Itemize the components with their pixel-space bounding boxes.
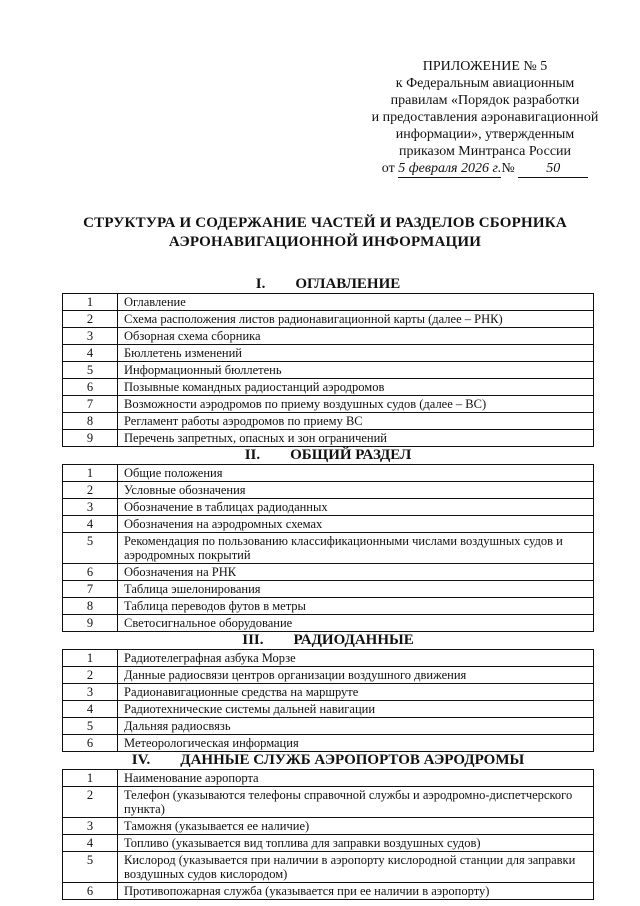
section-heading	[62, 276, 594, 293]
table-row	[63, 564, 594, 581]
row-number: 6	[63, 564, 118, 581]
table-row	[63, 465, 594, 482]
table-row	[63, 615, 594, 632]
section-table	[62, 769, 594, 900]
row-number: 7	[63, 396, 118, 413]
row-text: Рекомендация по пользованию классификационными числами воздушных судов и аэродромных покрытий	[118, 533, 594, 564]
row-text: Обозначения на аэродромных схемах	[118, 516, 594, 533]
table-row	[63, 650, 594, 667]
table-row	[63, 735, 594, 752]
row-text: Радионавигационные средства на маршруте	[118, 684, 594, 701]
row-text: Кислород (указывается при наличии в аэропорту кислородной станции для заправки воздушных судов кислородом)	[118, 852, 594, 883]
section-title: ДАННЫЕ СЛУЖБ АЭРОПОРТОВ АЭРОДРОМЫ	[180, 752, 525, 768]
row-text: Позывные командных радиостанций аэродромов	[118, 379, 594, 396]
row-text: Оглавление	[118, 294, 594, 311]
row-text: Дальняя радиосвязь	[118, 718, 594, 735]
table-row	[63, 718, 594, 735]
row-text: Светосигнальное оборудование	[118, 615, 594, 632]
row-number: 5	[63, 718, 118, 735]
section-numeral: III.	[242, 632, 264, 648]
row-text: Обозначения на РНК	[118, 564, 594, 581]
row-text: Данные радиосвязи центров организации воздушного движения	[118, 667, 594, 684]
row-text: Противопожарная служба (указывается при ее наличии в аэропорту)	[118, 883, 594, 900]
row-number: 4	[63, 516, 118, 533]
section-heading	[62, 632, 594, 649]
table-row	[63, 684, 594, 701]
table-row	[63, 581, 594, 598]
annex-line: и предоставления аэронавигационной	[371, 110, 599, 125]
row-text: Топливо (указывается вид топлива для заправки воздушных судов)	[118, 835, 594, 852]
row-number: 6	[63, 379, 118, 396]
section-table	[62, 293, 594, 447]
row-text: Бюллетень изменений	[118, 345, 594, 362]
table-row	[63, 328, 594, 345]
row-number: 2	[63, 311, 118, 328]
handwritten-date: 5 февраля 2026 г.	[398, 161, 502, 176]
table-row	[63, 787, 594, 818]
sections-container	[62, 276, 594, 900]
table-row	[63, 430, 594, 447]
row-number: 2	[63, 667, 118, 684]
row-text: Наименование аэропорта	[118, 770, 594, 787]
table-row	[63, 598, 594, 615]
row-number: 1	[63, 294, 118, 311]
row-text: Схема расположения листов радионавигационной карты (далее – РНК)	[118, 311, 594, 328]
table-row	[63, 413, 594, 430]
section-title: РАДИОДАННЫЕ	[293, 632, 414, 648]
row-number: 4	[63, 701, 118, 718]
row-number: 2	[63, 482, 118, 499]
row-number: 8	[63, 413, 118, 430]
date-prefix: от	[381, 161, 395, 176]
table-row	[63, 362, 594, 379]
handwritten-number: 50	[518, 160, 588, 178]
document-title-line-2: АЭРОНАВИГАЦИОННОЙ ИНФОРМАЦИИ	[168, 234, 482, 250]
row-text: Возможности аэродромов по приему воздушных судов (далее – ВС)	[118, 396, 594, 413]
table-row	[63, 345, 594, 362]
row-number: 3	[63, 499, 118, 516]
row-number: 1	[63, 465, 118, 482]
table-row	[63, 379, 594, 396]
row-number: 9	[63, 430, 118, 447]
annex-line: информации», утвержденным	[395, 127, 575, 142]
row-number: 8	[63, 598, 118, 615]
table-row	[63, 770, 594, 787]
row-text: Обзорная схема сборника	[118, 328, 594, 345]
row-number: 1	[63, 650, 118, 667]
row-number: 3	[63, 328, 118, 345]
section-table	[62, 464, 594, 632]
row-number: 3	[63, 818, 118, 835]
section-title: ОГЛАВЛЕНИЕ	[295, 276, 401, 292]
annex-heading: ПРИЛОЖЕНИЕ № 5	[422, 59, 548, 74]
section-numeral: I.	[255, 276, 266, 292]
annex-line: правилам «Порядок разработки	[390, 93, 580, 108]
section-heading	[62, 447, 594, 464]
table-row	[63, 482, 594, 499]
row-number: 1	[63, 770, 118, 787]
section-title: ОБЩИЙ РАЗДЕЛ	[290, 447, 412, 463]
row-number: 4	[63, 835, 118, 852]
table-row	[63, 835, 594, 852]
table-row	[63, 294, 594, 311]
row-number: 5	[63, 533, 118, 564]
row-number: 4	[63, 345, 118, 362]
row-text: Радиотелеграфная азбука Морзе	[118, 650, 594, 667]
row-number: 5	[63, 852, 118, 883]
row-text: Метеорологическая информация	[118, 735, 594, 752]
number-label: №	[501, 161, 515, 176]
row-text: Общие положения	[118, 465, 594, 482]
table-row	[63, 516, 594, 533]
row-number: 3	[63, 684, 118, 701]
row-text: Радиотехнические системы дальней навигации	[118, 701, 594, 718]
row-text: Таблица переводов футов в метры	[118, 598, 594, 615]
row-text: Перечень запретных, опасных и зон ограничений	[118, 430, 594, 447]
document-title-line-1: СТРУКТУРА И СОДЕРЖАНИЕ ЧАСТЕЙ И РАЗДЕЛОВ СБОРНИКА	[83, 215, 567, 231]
row-text: Регламент работы аэродромов по приему ВС	[118, 413, 594, 430]
row-text: Обозначение в таблицах радиоданных	[118, 499, 594, 516]
row-text: Телефон (указываются телефоны справочной службы и аэродромно-диспетчерского пункта)	[118, 787, 594, 818]
row-number: 9	[63, 615, 118, 632]
table-row	[63, 533, 594, 564]
table-row	[63, 499, 594, 516]
table-row	[63, 396, 594, 413]
annex-date-line	[340, 160, 630, 178]
row-text: Условные обозначения	[118, 482, 594, 499]
table-row	[63, 818, 594, 835]
table-row	[63, 852, 594, 883]
table-row	[63, 883, 594, 900]
annex-block	[340, 58, 630, 178]
row-number: 5	[63, 362, 118, 379]
table-row	[63, 311, 594, 328]
row-number: 6	[63, 735, 118, 752]
section-table	[62, 649, 594, 752]
document-title	[40, 214, 610, 252]
table-row	[63, 667, 594, 684]
table-row	[63, 701, 594, 718]
row-number: 7	[63, 581, 118, 598]
section-numeral: II.	[244, 447, 261, 463]
row-text: Информационный бюллетень	[118, 362, 594, 379]
row-number: 2	[63, 787, 118, 818]
row-text: Таможня (указывается ее наличие)	[118, 818, 594, 835]
row-number: 6	[63, 883, 118, 900]
section-numeral: IV.	[131, 752, 151, 768]
annex-line: к Федеральным авиационным	[395, 76, 575, 91]
row-text: Таблица эшелонирования	[118, 581, 594, 598]
section-heading	[62, 752, 594, 769]
annex-line: приказом Минтранса России	[398, 144, 572, 159]
